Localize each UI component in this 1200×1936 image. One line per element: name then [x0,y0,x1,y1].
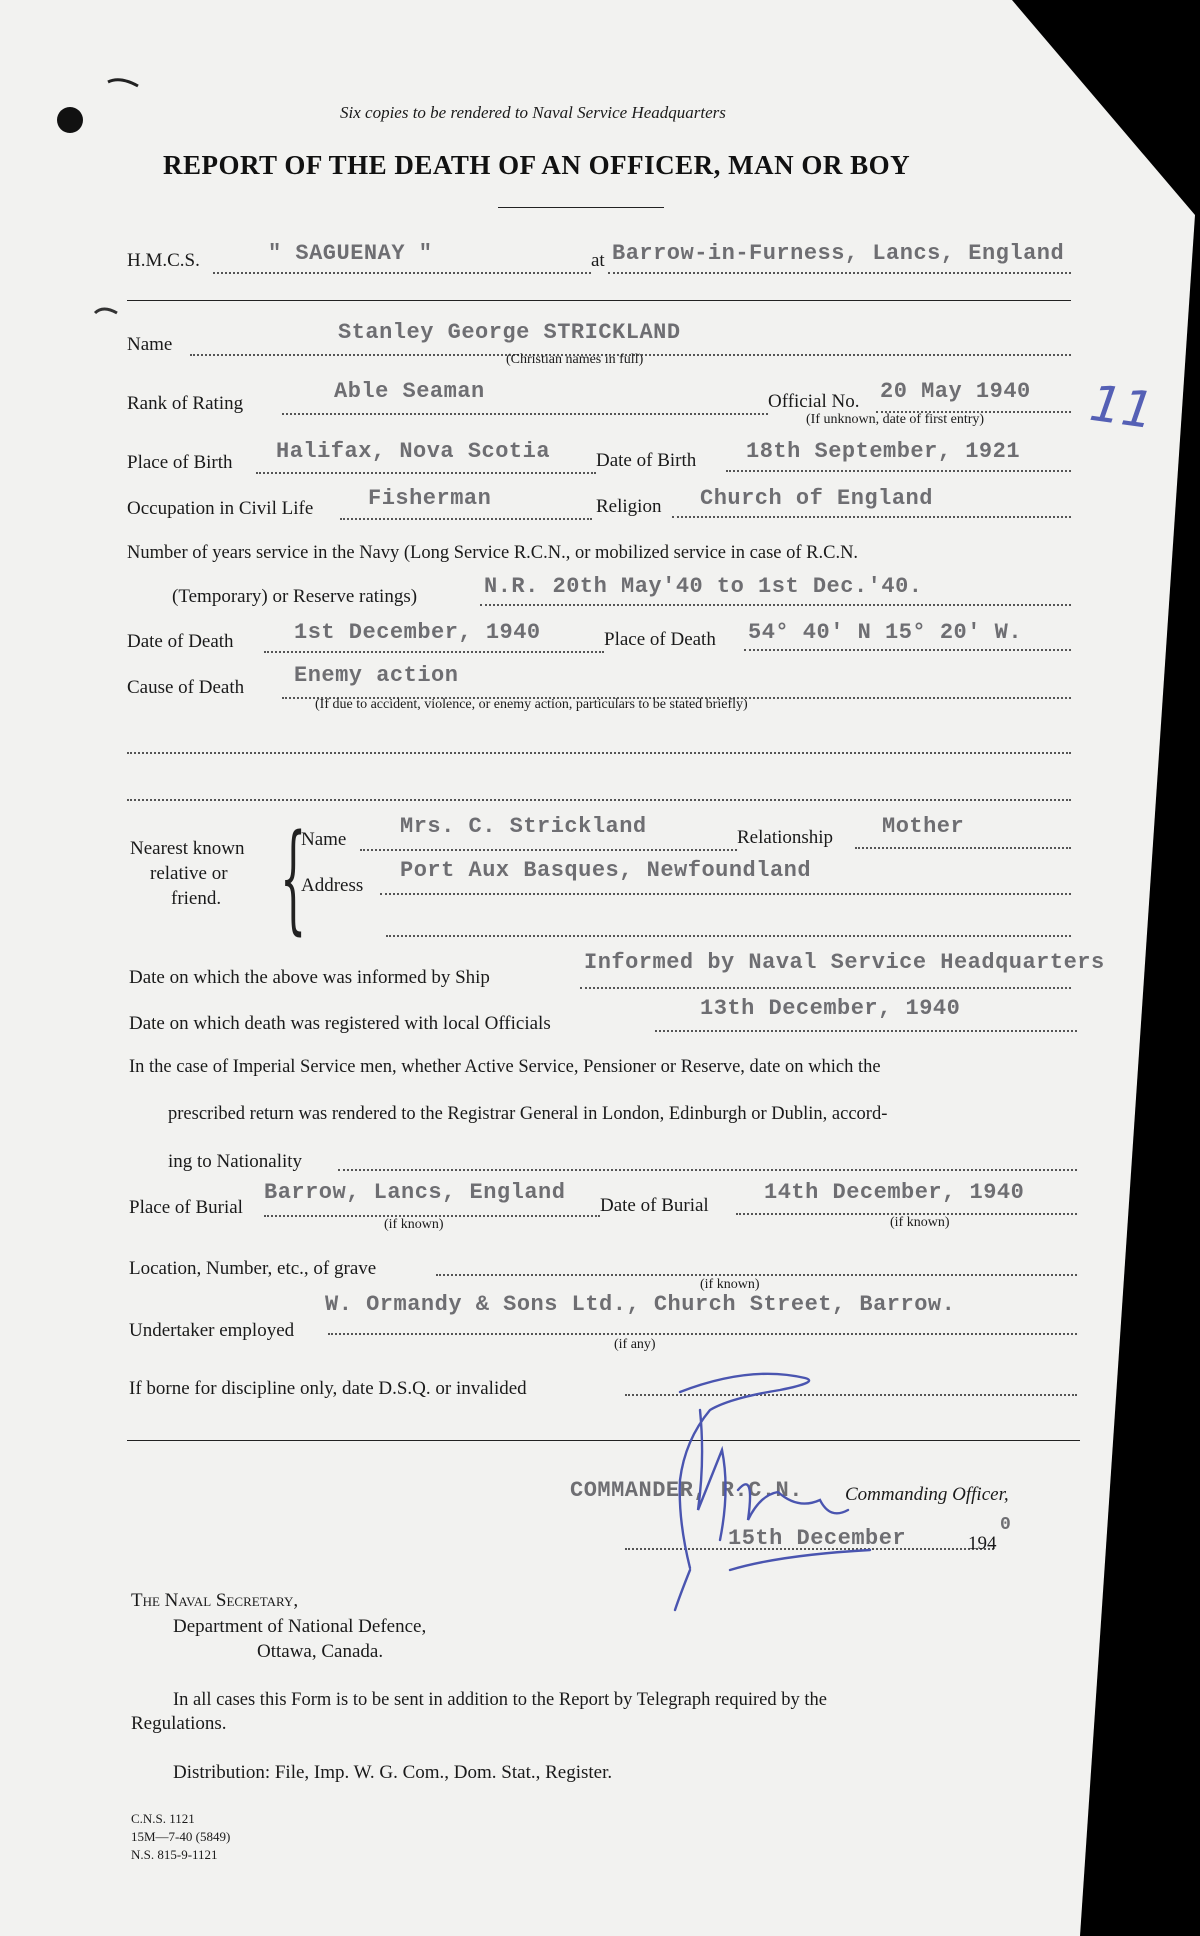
name-value: Stanley George STRICKLAND [338,320,681,345]
imperial-dots [338,1169,1077,1171]
rank-value: Able Seaman [334,379,485,404]
birthdate-dots [726,470,1071,472]
service-value: N.R. 20th May'40 to 1st Dec.'40. [484,574,923,599]
informed-value: Informed by Naval Service Headquarters [584,950,1105,975]
relative-brace: { [280,808,307,946]
relative-address-label: Address [301,875,364,896]
undertaker-label: Undertaker employed [129,1320,295,1341]
death-place-label: Place of Death [604,629,716,650]
cause-extra-dots-1 [127,752,1071,754]
imperial-line-2: prescribed return was rendered to the Registrar General in London, Edinburgh or Dublin, accord- [168,1104,888,1124]
official-note: (If unknown, date of first entry) [806,412,985,427]
grave-dots [436,1274,1077,1276]
death-date-label: Date of Death [127,631,234,652]
undertaker-dots [328,1333,1077,1335]
cause-extra-dots-2 [127,799,1071,801]
title-underline [498,207,664,208]
relative-name-dots [360,849,737,851]
handwritten-mark: 11 [1086,373,1158,441]
commanding-officer-label: Commanding Officer, [845,1484,1009,1505]
service-dots [480,604,1071,606]
signature-rank: COMMANDER, R.C.N. [570,1478,803,1503]
relative-address-dots [380,893,1071,895]
burial-date-note: (if known) [890,1215,950,1230]
signature-year-suffix: 0 [1000,1515,1012,1535]
birthplace-dots [256,472,596,474]
imperial-line-1: In the case of Imperial Service men, whether Active Service, Pensioner or Reserve, date on which the [129,1057,881,1077]
address-line-3: Ottawa, Canada. [257,1641,384,1662]
registered-label: Date on which death was registered with local Officials [129,1013,551,1034]
official-value: 20 May 1940 [880,379,1031,404]
registered-value: 13th December, 1940 [700,996,961,1021]
hmcs-value: " SAGUENAY " [268,241,433,266]
hmcs-dots [213,272,591,274]
registered-dots [655,1030,1077,1032]
relationship-label: Relationship [737,827,834,848]
signature-date: 15th December [728,1526,907,1551]
burial-place-value: Barrow, Lancs, England [264,1180,566,1205]
burial-date-value: 14th December, 1940 [764,1180,1025,1205]
relative-group-label-2: relative or [150,863,228,884]
grave-label: Location, Number, etc., of grave [129,1258,377,1279]
occupation-label: Occupation in Civil Life [127,498,314,519]
informed-label: Date on which the above was informed by Ship [129,967,490,988]
death-date-value: 1st December, 1940 [294,620,541,645]
rank-dots [282,413,768,415]
cause-label: Cause of Death [127,677,245,698]
relative-address-value: Port Aux Basques, Newfoundland [400,858,812,883]
death-place-value: 54° 40' N 15° 20' W. [748,620,1023,645]
relative-name-value: Mrs. C. Strickland [400,814,647,839]
form-code-2: 15M—7-40 (5849) [131,1829,231,1844]
footer-note-line-2: Regulations. [131,1713,227,1734]
relative-address-dots-2 [386,935,1071,937]
burial-place-label: Place of Burial [129,1197,243,1218]
service-label-1: Number of years service in the Navy (Long Service R.C.N., or mobilized service in case of R.C.N. [127,543,859,563]
distribution-line: Distribution: File, Imp. W. G. Com., Dom. Stat., Register. [173,1762,613,1783]
birthdate-value: 18th September, 1921 [746,439,1021,464]
cause-note: (If due to accident, violence, or enemy action, particulars to be stated briefly) [315,697,748,712]
divider-bottom [127,1440,1080,1441]
rank-label: Rank of Rating [127,393,244,414]
footer-note-line-1: In all cases this Form is to be sent in addition to the Report by Telegraph required by the [173,1690,827,1710]
relationship-dots [855,847,1071,849]
signature-year-prefix: 194 [968,1533,997,1554]
death-date-dots [264,651,604,653]
imperial-line-3: ing to Nationality [168,1151,303,1172]
birthplace-label: Place of Birth [127,452,233,473]
religion-dots [672,516,1071,518]
grave-note: (if known) [700,1277,760,1292]
form-code-1: C.N.S. 1121 [131,1811,195,1826]
name-note: (Christian names in full) [506,352,644,367]
relative-name-label: Name [301,829,347,850]
address-line-1: The Naval Secretary, [131,1590,299,1611]
official-label: Official No. [768,391,860,412]
burial-date-label: Date of Burial [600,1195,709,1216]
undertaker-note: (if any) [614,1337,656,1352]
service-label-2: (Temporary) or Reserve ratings) [172,586,418,607]
punch-hole [57,107,83,133]
at-dots [608,272,1071,274]
religion-value: Church of England [700,486,933,511]
cause-value: Enemy action [294,663,459,688]
burial-place-note: (if known) [384,1217,444,1232]
form-title: REPORT OF THE DEATH OF AN OFFICER, MAN OR BOY [163,150,911,180]
informed-dots [580,987,1071,989]
relative-group-label-1: Nearest known [130,838,245,859]
birthplace-value: Halifax, Nova Scotia [276,439,551,464]
birthdate-label: Date of Birth [596,450,697,471]
discipline-label: If borne for discipline only, date D.S.Q. or invalided [129,1378,527,1399]
death-place-dots [744,649,1071,651]
divider-top [127,300,1071,301]
name-label: Name [127,334,173,355]
occupation-value: Fisherman [368,486,492,511]
relationship-value: Mother [882,814,965,839]
at-label: at [591,250,605,271]
relative-group-label-3: friend. [171,888,222,909]
copies-note: Six copies to be rendered to Naval Service Headquarters [340,103,726,122]
address-line-2: Department of National Defence, [173,1616,427,1637]
undertaker-value: W. Ormandy & Sons Ltd., Church Street, Barrow. [325,1292,956,1317]
at-value: Barrow-in-Furness, Lancs, England [612,241,1065,266]
occupation-dots [340,518,592,520]
handwritten-signature [660,1370,920,1620]
religion-label: Religion [596,496,662,517]
hmcs-label: H.M.C.S. [127,250,200,271]
form-code-3: N.S. 815-9-1121 [131,1847,218,1862]
